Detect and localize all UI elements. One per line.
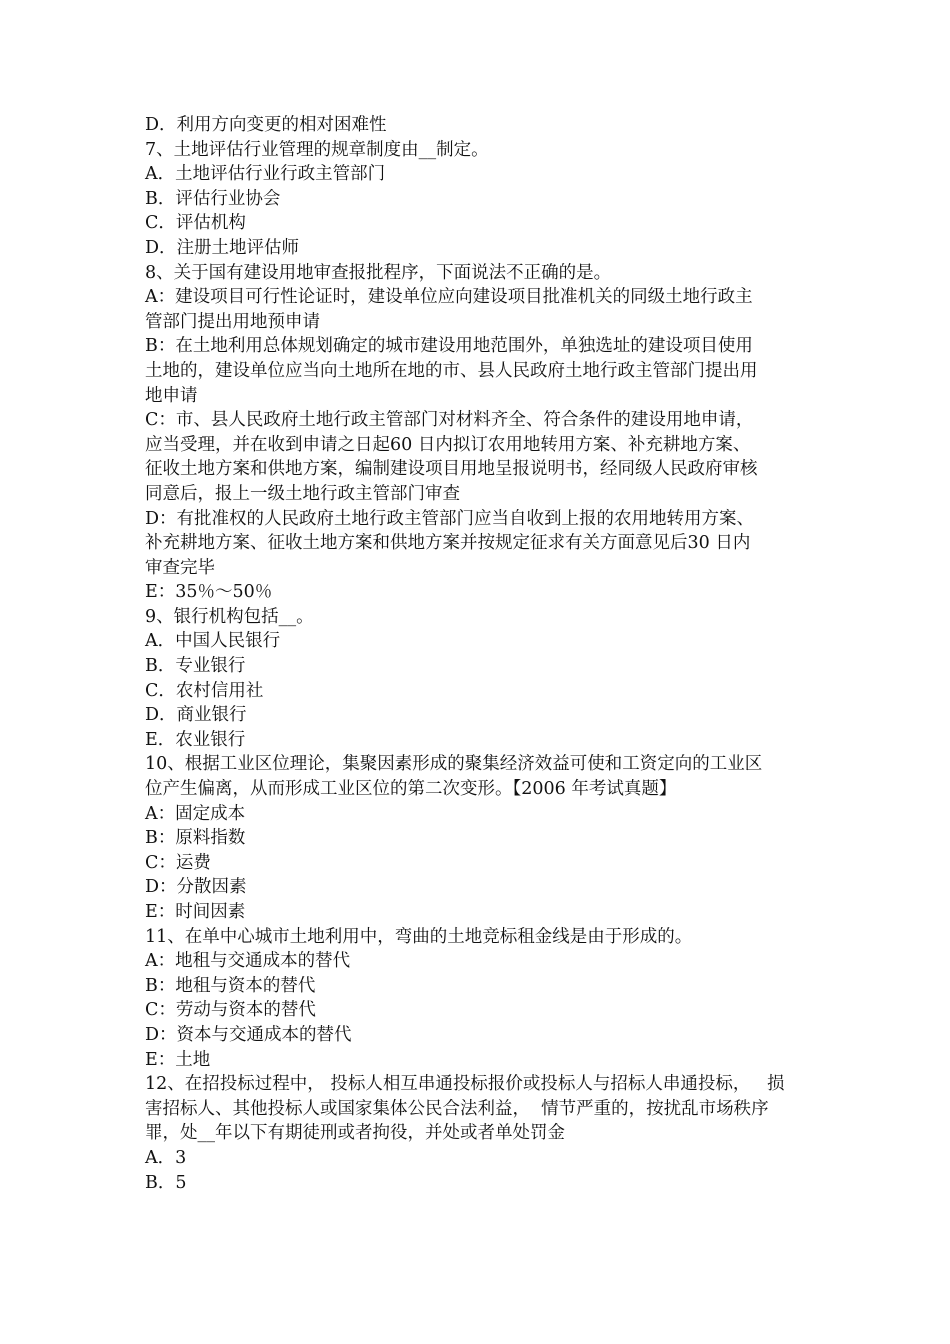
text-line: C．农村信用社	[145, 680, 264, 701]
text-line: 11、在单中心城市土地利用中，弯曲的土地竞标租金线是由于形成的。	[145, 926, 693, 947]
text-line: A．土地评估行业行政主管部门	[145, 164, 386, 185]
text-line: D：有批准权的人民政府土地行政主管部门应当自收到上报的农用地转用方案、	[145, 508, 755, 529]
text-line: 补充耕地方案、征收土地方案和供地方案并按规定征求有关方面意见后30 日内	[145, 533, 751, 554]
text-line: 位产生偏离，从而形成工业区位的第二次变形。【2006 年考试真题】	[145, 779, 677, 800]
text-line: B：在土地利用总体规划确定的城市建设用地范围外，单独选址的建设项目使用	[145, 336, 753, 357]
text-line: 10、根据工业区位理论，集聚因素形成的聚集经济效益可使和工资定向的工业区	[145, 754, 763, 775]
text-line: B：原料指数	[145, 828, 246, 849]
text-line: 害招标人、其他投标人或国家集体公民合法利益， 情节严重的，按扰乱市场秩序	[145, 1098, 769, 1119]
text-line: C：劳动与资本的替代	[145, 1000, 316, 1021]
text-line: C：运费	[145, 852, 211, 873]
text-line: E：时间因素	[145, 902, 246, 922]
text-line: 7、土地评估行业管理的规章制度由__制定。	[145, 139, 489, 160]
text-line: A：建设项目可行性论证时，建设单位应向建设项目批准机关的同级土地行政主	[145, 287, 753, 308]
text-line: 管部门提出用地预申请	[145, 311, 320, 332]
text-line: A．中国人民银行	[145, 631, 281, 652]
text-line: B．5	[145, 1172, 187, 1193]
document-page	[145, 113, 815, 1195]
text-line: 12、在招投标过程中， 投标人相互串通投标报价或投标人与招标人串通投标， 损	[145, 1074, 785, 1095]
text-line: D．注册土地评估师	[145, 237, 300, 258]
text-line: E：35％～50％	[145, 582, 273, 603]
text-line: C．评估机构	[145, 213, 246, 234]
text-line: 征收土地方案和供地方案，编制建设项目用地呈报说明书，经同级人民政府审核	[145, 459, 758, 480]
text-line: 土地的，建设单位应当向土地所在地的市、县人民政府土地行政主管部门提出用	[145, 360, 758, 381]
text-line: 罪，处__年以下有期徒刑或者拘役，并处或者单处罚金	[145, 1123, 565, 1144]
text-line: 9、银行机构包括__。	[145, 606, 314, 627]
text-line: A．3	[145, 1147, 187, 1168]
text-line: A：地租与交通成本的替代	[145, 951, 351, 972]
text-line: B：地租与资本的替代	[145, 975, 316, 996]
text-line: 地申请	[145, 385, 198, 406]
text-line: C：市、县人民政府土地行政主管部门对材料齐全、符合条件的建设用地申请，	[145, 410, 754, 431]
text-line: 8、关于国有建设用地审查报批程序，下面说法不正确的是。	[145, 262, 612, 283]
text-line: B．评估行业协会	[145, 188, 281, 209]
text-line: 应当受理，并在收到申请之日起60 日内拟订农用地转用方案、补充耕地方案、	[145, 434, 751, 455]
text-line: D：资本与交通成本的替代	[145, 1024, 352, 1045]
text-line: D．利用方向变更的相对困难性	[145, 115, 387, 135]
text-line: D．商业银行	[145, 705, 247, 726]
text-line: A：固定成本	[145, 803, 246, 824]
text-line: E．农业银行	[145, 729, 246, 750]
text-line: 同意后，报上一级土地行政主管部门审查	[145, 483, 460, 504]
text-line: 审查完毕	[145, 557, 215, 578]
text-line: E：土地	[145, 1049, 211, 1070]
text-line: B．专业银行	[145, 656, 246, 677]
text-line: D：分散因素	[145, 877, 247, 898]
